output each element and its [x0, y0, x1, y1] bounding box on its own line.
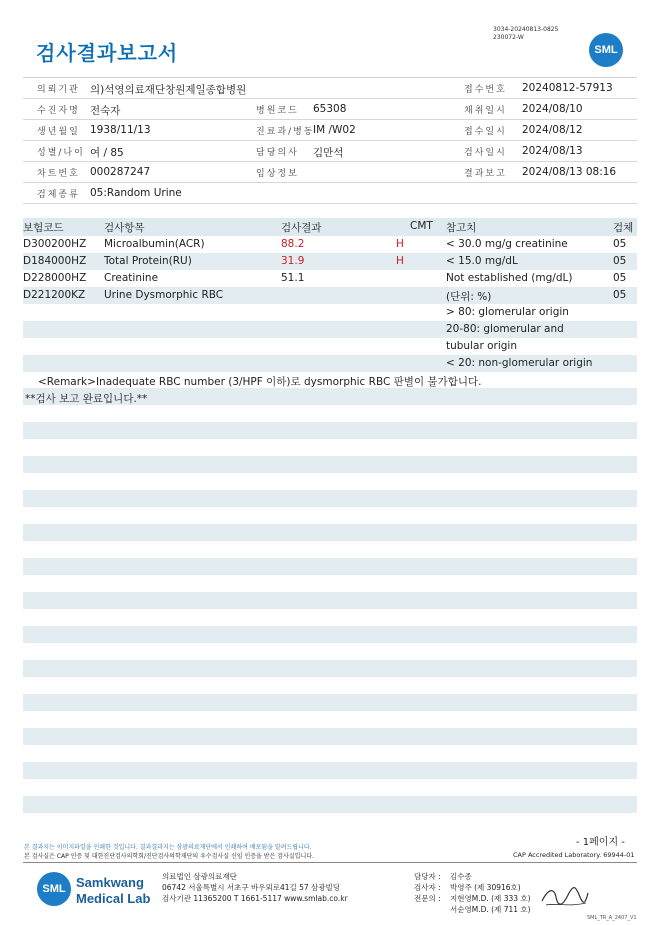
- blank-row-stripe: [23, 660, 637, 677]
- info-label: 차트번호: [37, 169, 80, 179]
- staff-info: [414, 871, 531, 915]
- table-row: [23, 321, 637, 338]
- item-cell: Total Protein(RU): [104, 255, 192, 267]
- info-value: 김만석: [313, 147, 344, 159]
- blank-row-stripe: [23, 728, 637, 745]
- staff-value: 서순영M.D. (제 711 호): [450, 905, 531, 914]
- staff-line: [414, 882, 531, 893]
- info-value: 의)석영의료재단창원제일종합병원: [90, 84, 247, 96]
- reference-cell: < 20: non-glomerular origin: [446, 357, 593, 369]
- table-row: [23, 236, 637, 253]
- report-complete-text: **검사 보고 완료입니다.**: [25, 393, 148, 405]
- code-cell: D221200KZ: [23, 289, 86, 301]
- info-label: 접수일시: [464, 127, 507, 137]
- info-label: 진료과/병동: [256, 127, 315, 137]
- blank-row-stripe: [23, 626, 637, 643]
- flag-cell: H: [396, 255, 404, 267]
- staff-value: 박영주 (제 30916호): [450, 883, 521, 892]
- info-value: IM /W02: [313, 124, 356, 136]
- remark-text: <Remark>Inadequate RBC number (3/HPF 이하)로 dysmorphic RBC 판별이 불가합니다.: [38, 376, 482, 388]
- info-value: 전숙자: [90, 105, 121, 117]
- info-value: 65308: [313, 103, 347, 115]
- info-row: [23, 183, 637, 204]
- specimen-cell: 05: [613, 238, 627, 250]
- org-line: 의료법인 삼광의료재단: [162, 872, 237, 881]
- blank-row-stripe: [23, 422, 637, 439]
- info-value: 여 / 85: [90, 147, 124, 159]
- reference-cell: 20-80: glomerular and: [446, 323, 564, 335]
- table-row: [23, 287, 637, 304]
- info-label: 의뢰기관: [37, 85, 80, 95]
- result-cell: 31.9: [281, 255, 305, 267]
- logo-text: SML: [42, 883, 66, 895]
- brand-name-line1: Samkwang: [76, 875, 144, 890]
- specimen-cell: 05: [613, 255, 627, 267]
- reference-cell: Not established (mg/dL): [446, 272, 573, 284]
- info-value: 2024/08/12: [522, 124, 583, 136]
- item-cell: Creatinine: [104, 272, 159, 284]
- header-result: 검사결과: [281, 222, 322, 234]
- info-value: 2024/08/10: [522, 103, 583, 115]
- document-code-line: 3034-20240813-0825: [493, 26, 559, 33]
- staff-label: 전문의 :: [414, 894, 441, 903]
- blank-row-stripe: [23, 762, 637, 779]
- sml-logo-icon: [589, 33, 623, 67]
- reference-cell: < 15.0 mg/dL: [446, 255, 518, 267]
- info-row: [23, 141, 637, 162]
- header-code: 보험코드: [23, 222, 64, 234]
- info-value: 2024/08/13 08:16: [522, 166, 617, 178]
- info-label: 수진자명: [37, 106, 80, 116]
- table-row: [23, 270, 637, 287]
- info-label: 병원코드: [256, 106, 299, 116]
- code-cell: D228000HZ: [23, 272, 87, 284]
- sml-logo-icon: [37, 872, 71, 906]
- accreditation-notice: 본 검사실은 CAP 인증 및 대한진단검사의학회/진단검사의학재단의 우수검사실 신임 인증을 받은 검사실입니다.: [24, 853, 314, 860]
- info-value: 20240812-57913: [522, 82, 613, 94]
- staff-line: [414, 893, 531, 904]
- info-value: 2024/08/13: [522, 145, 583, 157]
- patient-info-table: [23, 77, 637, 204]
- form-code: SML_TR_A_2407_V1: [587, 915, 637, 921]
- header-cmt: CMT: [410, 220, 433, 232]
- staff-label: 담당자 :: [414, 872, 441, 881]
- info-row: [23, 120, 637, 141]
- result-cell: 88.2: [281, 238, 305, 250]
- result-table: [23, 218, 637, 372]
- page-number: - 1페이지 -: [576, 837, 625, 848]
- header-specimen: 검체: [613, 222, 634, 234]
- staff-line: [414, 904, 531, 915]
- reference-cell: > 80: glomerular origin: [446, 306, 569, 318]
- info-label: 생년월일: [37, 127, 80, 137]
- blank-row-stripe: [23, 796, 637, 813]
- result-rows: [23, 236, 637, 372]
- blank-row-stripe: [23, 490, 637, 507]
- table-row: [23, 355, 637, 372]
- org-line: 검사기관 11365200 T 1661-5117 www.smlab.co.kr: [162, 894, 348, 903]
- item-cell: Microalbumin(ACR): [104, 238, 205, 250]
- table-row: [23, 338, 637, 355]
- reference-cell: tubular origin: [446, 340, 517, 352]
- info-label: 성별/나이: [37, 148, 85, 158]
- info-value: 000287247: [90, 166, 151, 178]
- report-title: 검사결과보고서: [36, 41, 179, 65]
- table-row: [23, 304, 637, 321]
- specimen-cell: 05: [613, 272, 627, 284]
- info-row: [23, 99, 637, 120]
- blank-row-stripe: [23, 558, 637, 575]
- reference-cell: (단위: %): [446, 291, 492, 303]
- reference-cell: < 30.0 mg/g creatinine: [446, 238, 568, 250]
- header-item: 검사항목: [104, 222, 145, 234]
- code-cell: D184000HZ: [23, 255, 87, 267]
- organization-info: [162, 871, 348, 904]
- org-line: 06742 서울특별시 서초구 바우뫼로41길 57 삼광빌딩: [162, 883, 341, 892]
- staff-value: 지현영M.D. (제 333 호): [450, 894, 531, 903]
- result-table-header: [23, 218, 637, 236]
- item-cell: Urine Dysmorphic RBC: [104, 289, 224, 301]
- info-label: 담당의사: [256, 148, 299, 158]
- info-label: 임상정보: [256, 169, 299, 179]
- info-value: 1938/11/13: [90, 124, 151, 136]
- info-label: 결과보고: [464, 169, 507, 179]
- brand-name-line2: Medical Lab: [76, 891, 151, 906]
- staff-label: 검사자 :: [414, 883, 441, 892]
- code-cell: D300200HZ: [23, 238, 87, 250]
- blank-row-stripe: [23, 524, 637, 541]
- info-value: 05:Random Urine: [90, 187, 182, 199]
- blank-row-stripe: [23, 456, 637, 473]
- specimen-cell: 05: [613, 289, 627, 301]
- blank-row-stripe: [23, 592, 637, 609]
- info-row: [23, 78, 637, 99]
- header-reference: 참고치: [446, 222, 477, 234]
- signature-icon: [540, 883, 590, 911]
- result-cell: 51.1: [281, 272, 305, 284]
- footer-divider: [23, 862, 637, 863]
- flag-cell: H: [396, 238, 404, 250]
- document-code: [493, 26, 558, 42]
- staff-line: [414, 871, 531, 882]
- table-row: [23, 253, 637, 270]
- info-label: 채취일시: [464, 106, 507, 116]
- info-row: [23, 162, 637, 183]
- document-code-line: 230072-W: [493, 34, 524, 41]
- blank-row-stripe: [23, 694, 637, 711]
- info-label: 검체종류: [37, 190, 80, 200]
- info-label: 검사일시: [464, 148, 507, 158]
- info-label: 접수번호: [464, 85, 507, 95]
- logo-text: SML: [594, 44, 618, 56]
- staff-value: 김수종: [450, 872, 472, 881]
- cap-accreditation: CAP Accredited Laboratory. 69944-01: [513, 851, 635, 859]
- print-notice: 본 결과지는 이미지파일을 인쇄한 것입니다. 결과결과지는 삼광의료재단에서 인쇄하여 배포됨을 알려드립니다.: [24, 844, 312, 851]
